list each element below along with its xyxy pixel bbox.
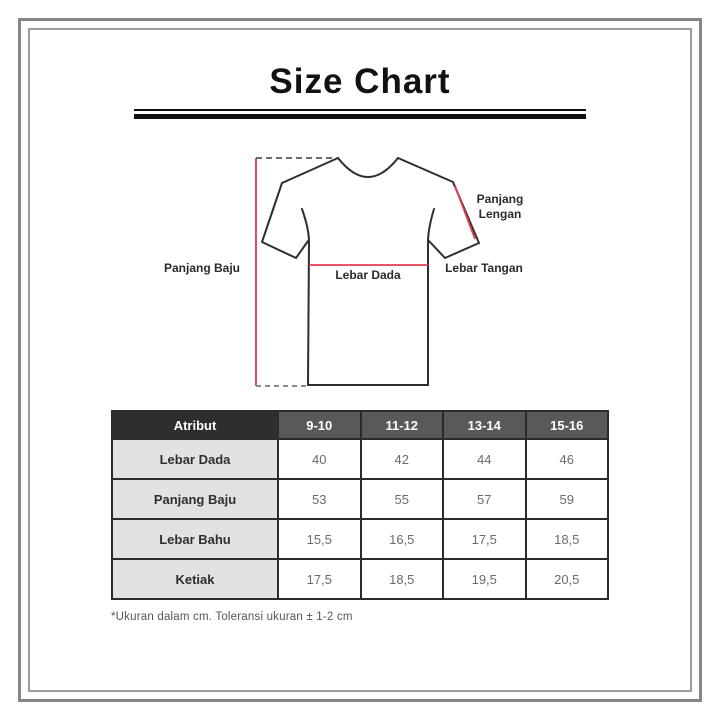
label-panjang-lengan-line2: Lengan [478, 207, 522, 221]
value-cell: 42 [361, 439, 444, 479]
page-title: Size Chart [269, 62, 451, 101]
title-divider-thin-line [134, 109, 586, 111]
value-cell: 17,5 [443, 519, 526, 559]
column-header-size: 9-10 [278, 411, 361, 439]
column-header-size: 15-16 [526, 411, 609, 439]
table-row [112, 559, 608, 599]
row-label-cell: Ketiak [112, 559, 278, 599]
value-cell: 40 [278, 439, 361, 479]
value-cell: 20,5 [526, 559, 609, 599]
size-table-head [112, 411, 608, 439]
row-label-cell: Panjang Baju [112, 479, 278, 519]
value-cell: 53 [278, 479, 361, 519]
value-cell: 16,5 [361, 519, 444, 559]
value-cell: 44 [443, 439, 526, 479]
value-cell: 59 [526, 479, 609, 519]
title-divider-thick-line [134, 114, 586, 119]
footnote: *Ukuran dalam cm. Toleransi ukuran ± 1-2 cm [111, 611, 353, 623]
label-panjang-lengan-line1: Panjang [476, 192, 524, 206]
label-lebar-tangan: Lebar Tangan [445, 261, 523, 275]
size-table-head-row [112, 411, 608, 439]
size-table-body [112, 439, 608, 599]
value-cell: 15,5 [278, 519, 361, 559]
column-header-size: 11-12 [361, 411, 444, 439]
value-cell: 19,5 [443, 559, 526, 599]
size-table [111, 410, 609, 600]
tshirt-measurement-diagram [0, 145, 720, 405]
value-cell: 57 [443, 479, 526, 519]
row-label-cell: Lebar Dada [112, 439, 278, 479]
value-cell: 55 [361, 479, 444, 519]
column-header-size: 13-14 [443, 411, 526, 439]
label-panjang-baju: Panjang Baju [163, 261, 240, 275]
label-lebar-dada: Lebar Dada [335, 268, 401, 282]
label-panjang-lengan [453, 192, 547, 222]
value-cell: 18,5 [361, 559, 444, 599]
row-label-cell: Lebar Bahu [112, 519, 278, 559]
value-cell: 18,5 [526, 519, 609, 559]
title-divider [134, 109, 586, 119]
value-cell: 46 [526, 439, 609, 479]
value-cell: 17,5 [278, 559, 361, 599]
table-row [112, 439, 608, 479]
table-row [112, 479, 608, 519]
table-row [112, 519, 608, 559]
column-header-atribut: Atribut [112, 411, 278, 439]
